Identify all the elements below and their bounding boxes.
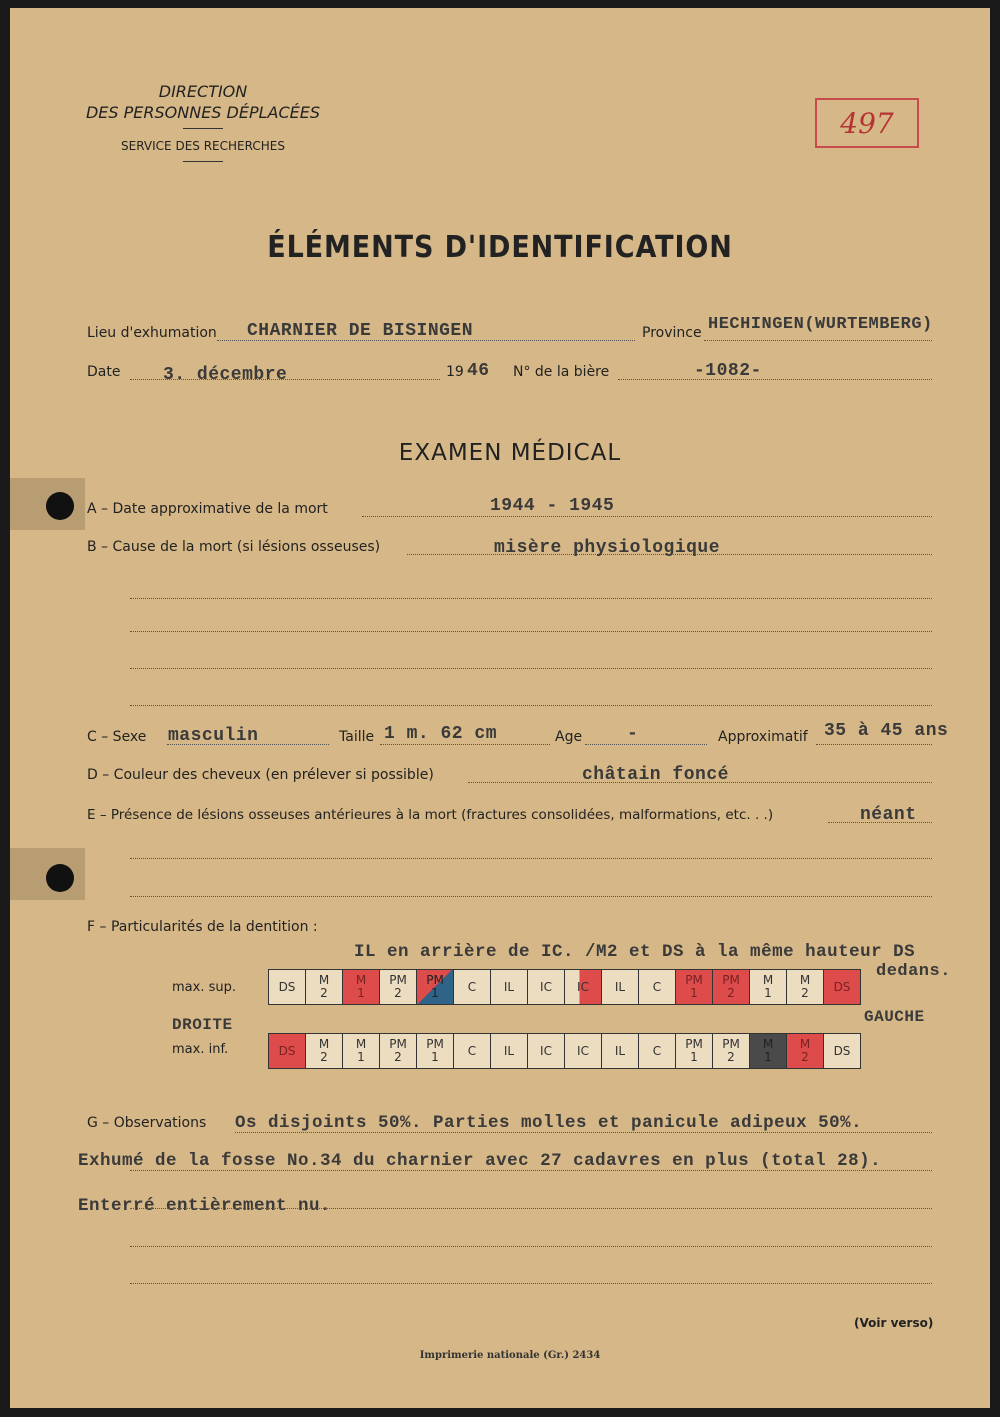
biere-value: -1082- — [694, 361, 762, 381]
lower-tooth — [601, 1033, 638, 1069]
province-label: Province — [642, 325, 702, 341]
approx-dots — [816, 744, 932, 745]
file-number-box — [815, 98, 919, 148]
header-block — [78, 82, 328, 162]
tooth-label: M 1 — [355, 973, 367, 1000]
dentition-note-line1: IL en arrière de IC. /M2 et DS à la même hauteur DS — [354, 942, 916, 962]
item-a-value: 1944 - 1945 — [490, 496, 615, 516]
tooth-label: IC — [540, 1043, 552, 1058]
observations-dots5 — [130, 1283, 932, 1284]
item-b-line4 — [130, 668, 932, 669]
imprimerie-note: Imprimerie nationale (Gr.) 2434 — [419, 1350, 601, 1361]
lower-tooth — [749, 1033, 786, 1069]
tooth-label: DS — [278, 1043, 296, 1058]
service-divider — [183, 161, 223, 162]
province-dots — [704, 340, 932, 341]
item-c-label: C – Sexe — [87, 729, 147, 745]
lower-tooth — [638, 1033, 675, 1069]
tooth-label: PM 2 — [722, 973, 740, 1000]
tooth-label: IL — [614, 979, 626, 994]
lower-tooth — [823, 1033, 861, 1069]
province-value: HECHINGEN(WURTEMBERG) — [708, 315, 933, 334]
item-a-label: A – Date approximative de la mort — [87, 501, 328, 517]
gauche-label: GAUCHE — [864, 1008, 925, 1026]
droite-label: DROITE — [172, 1016, 233, 1034]
tooth-label: M 2 — [318, 1037, 330, 1064]
lower-tooth — [305, 1033, 342, 1069]
max-inf-label: max. inf. — [172, 1042, 229, 1057]
tooth-label: M 2 — [799, 973, 811, 1000]
approx-value: 35 à 45 ans — [824, 721, 949, 741]
tooth-label: DS — [833, 979, 851, 994]
item-a-dots — [362, 516, 932, 517]
age-dots — [585, 744, 707, 745]
upper-tooth — [305, 969, 342, 1005]
observations-dots3 — [130, 1208, 932, 1209]
item-e-line3 — [130, 896, 932, 897]
tooth-label: IC — [577, 979, 589, 994]
lower-tooth — [379, 1033, 416, 1069]
taille-label: Taille — [339, 729, 375, 745]
lieu-label: Lieu d'exhumation — [87, 325, 217, 341]
tooth-label: C — [652, 979, 662, 994]
item-d-label: D – Couleur des cheveux (en prélever si possible) — [87, 767, 434, 783]
direction-line1: DIRECTION — [158, 82, 248, 101]
upper-tooth — [601, 969, 638, 1005]
voir-verso: (Voir verso) — [854, 1316, 934, 1330]
observations-dots4 — [130, 1246, 932, 1247]
age-label: Age — [555, 729, 583, 745]
upper-tooth — [712, 969, 749, 1005]
upper-tooth — [490, 969, 527, 1005]
item-b-label: B – Cause de la mort (si lésions osseuses) — [87, 539, 381, 555]
upper-tooth — [564, 969, 601, 1005]
punch-hole-top — [46, 492, 74, 520]
upper-tooth — [786, 969, 823, 1005]
lower-tooth — [416, 1033, 453, 1069]
tooth-label: IL — [503, 1043, 515, 1058]
taille-value: 1 m. 62 cm — [384, 724, 498, 744]
observations-line2: Exhumé de la fosse No.34 du charnier avec 27 cadavres en plus (total 28). — [78, 1151, 882, 1171]
tooth-label: PM 1 — [685, 973, 703, 1000]
item-b-line5 — [130, 705, 932, 706]
tooth-label: C — [652, 1043, 662, 1058]
item-b-line3 — [130, 631, 932, 632]
date-value: 3. décembre — [163, 365, 288, 385]
upper-tooth — [379, 969, 416, 1005]
item-g-label: G – Observations — [87, 1115, 207, 1131]
item-f-label: F – Particularités de la dentition : — [87, 919, 318, 935]
biere-label: N° de la bière — [513, 364, 610, 380]
date-label: Date — [87, 364, 121, 380]
lower-dentition-grid — [268, 1033, 861, 1069]
lower-tooth — [564, 1033, 601, 1069]
tooth-label: IC — [577, 1043, 589, 1058]
lower-tooth — [268, 1033, 305, 1069]
lower-tooth — [786, 1033, 823, 1069]
identification-form — [10, 8, 990, 1408]
tooth-label: M 1 — [762, 1037, 774, 1064]
observations-dots1 — [235, 1132, 932, 1133]
upper-tooth — [416, 969, 453, 1005]
item-d-value: châtain foncé — [582, 765, 729, 785]
observations-dots2 — [130, 1170, 932, 1171]
tooth-label: DS — [833, 1043, 851, 1058]
tooth-label: PM 1 — [685, 1037, 703, 1064]
item-b-value: misère physiologique — [494, 538, 721, 558]
approx-label: Approximatif — [718, 729, 808, 745]
lower-tooth — [490, 1033, 527, 1069]
year-prefix: 19 — [446, 364, 464, 380]
observations-line1: Os disjoints 50%. Parties molles et panicule adipeux 50%. — [235, 1113, 863, 1133]
dentition-note-line2: dedans. — [876, 962, 951, 981]
page-title: ÉLÉMENTS D'IDENTIFICATION — [267, 230, 733, 265]
tooth-label: PM 1 — [426, 1037, 444, 1064]
tooth-label: M 2 — [799, 1037, 811, 1064]
tooth-label: IL — [614, 1043, 626, 1058]
upper-tooth — [268, 969, 305, 1005]
header-divider — [183, 128, 223, 129]
lower-tooth — [675, 1033, 712, 1069]
tooth-label: DS — [278, 979, 296, 994]
tooth-label: IL — [503, 979, 515, 994]
upper-tooth — [527, 969, 564, 1005]
upper-tooth — [342, 969, 379, 1005]
file-number: 497 — [840, 106, 894, 140]
tooth-label: PM 2 — [722, 1037, 740, 1064]
tooth-label: M 2 — [318, 973, 330, 1000]
punch-hole-bottom — [46, 864, 74, 892]
tooth-label: PM 2 — [389, 973, 407, 1000]
lower-tooth — [453, 1033, 490, 1069]
lower-tooth — [527, 1033, 564, 1069]
direction-line2: DES PERSONNES DÉPLACÉES — [85, 103, 321, 122]
tooth-label: C — [467, 979, 477, 994]
item-e-line2 — [130, 858, 932, 859]
upper-tooth — [749, 969, 786, 1005]
service-line: SERVICE DES RECHERCHES — [121, 139, 285, 153]
item-b-line2 — [130, 598, 932, 599]
upper-tooth — [453, 969, 490, 1005]
max-sup-label: max. sup. — [172, 980, 236, 995]
lower-tooth — [342, 1033, 379, 1069]
tooth-label: PM 1 — [426, 973, 444, 1000]
tooth-label: PM 2 — [389, 1037, 407, 1064]
upper-tooth — [823, 969, 861, 1005]
tooth-label: IC — [540, 979, 552, 994]
sexe-value: masculin — [168, 726, 259, 746]
item-e-value: néant — [860, 805, 917, 825]
upper-tooth — [675, 969, 712, 1005]
observations-line3: Enterré entièrement nu. — [78, 1196, 332, 1216]
biere-dots — [618, 379, 932, 380]
taille-dots — [380, 744, 550, 745]
year-value: 46 — [467, 361, 490, 381]
upper-dentition-grid — [268, 969, 861, 1005]
exam-title: EXAMEN MÉDICAL — [398, 440, 622, 466]
age-value: - — [627, 724, 639, 744]
tooth-label: C — [467, 1043, 477, 1058]
lower-tooth — [712, 1033, 749, 1069]
upper-tooth — [638, 969, 675, 1005]
lieu-value: CHARNIER DE BISINGEN — [247, 321, 474, 341]
item-e-label: E – Présence de lésions osseuses antérieures à la mort (fractures consolidées, malformations, etc. . .) — [87, 807, 774, 823]
tooth-label: M 1 — [762, 973, 774, 1000]
tooth-label: M 1 — [355, 1037, 367, 1064]
